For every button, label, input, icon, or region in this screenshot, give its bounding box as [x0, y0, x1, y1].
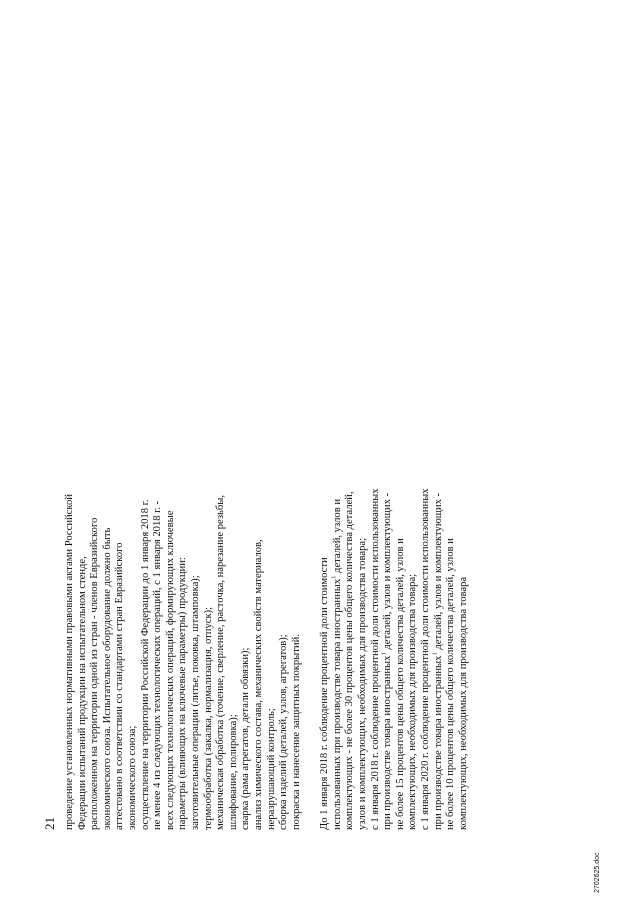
text-line — [357, 150, 370, 830]
text-line: заготовительные операции (литье, поковка, штамповка); — [189, 575, 201, 830]
text-line: экономического союза. Испытательное оборудование должно быть — [101, 527, 113, 830]
text-line: анализ химического состава, механических свойств материалов, — [252, 539, 264, 830]
text-line — [445, 150, 458, 830]
file-name-footer: 2702625.doc — [594, 852, 601, 893]
text-line: сварка (рама агрегатов, детали обвязки); — [240, 647, 252, 830]
text-line: аттестовано в соответствии со стандартами стран Евразийского — [114, 542, 126, 830]
line-text: использованных при производстве товара иностранных — [331, 578, 343, 830]
text-line: термообработка (закалка, нормализация, отпуск); — [202, 606, 214, 830]
text-line — [382, 150, 395, 830]
text-line — [433, 150, 446, 830]
rotated-text-block — [42, 150, 522, 830]
text-line — [319, 150, 332, 830]
line-text: при производстве товара иностранных — [432, 655, 444, 830]
text-line: шлифование, полировка); — [227, 714, 239, 830]
text-line — [407, 150, 420, 830]
line-text: с 1 января 2018 г. соблюдение процентной доли стоимости использованных — [369, 488, 381, 830]
text-line: всех следующих технологических операций, формирующих ключевые — [164, 510, 176, 830]
text-line: неразрушающий контроль; — [265, 708, 277, 830]
line-text: комплектующих - не более 30 процентов цены общего количества деталей, — [344, 491, 356, 830]
paragraph-gap — [303, 150, 319, 830]
footnote-marker: 1 — [330, 575, 338, 579]
line-text: не более 15 процентов цены общего количества деталей, узлов и — [394, 538, 406, 830]
text-line: экономического союза; — [126, 725, 138, 830]
line-text: с 1 января 2020 г. соблюдение процентной доли стоимости использованных — [420, 488, 432, 830]
text-line — [420, 150, 433, 830]
line-text: деталей, узлов и — [331, 498, 343, 576]
line-text: комплектующих, необходимых для производства товара; — [407, 573, 419, 830]
line-text: До 1 января 2018 г. соблюдение процентной доли стоимости — [319, 557, 331, 830]
text-line: сборка изделий (деталей, узлов, агрегатов); — [278, 634, 290, 830]
footnote-marker: 1 — [380, 652, 388, 656]
foreign-parts-share-section — [319, 150, 470, 830]
text-line: проведение установленных нормативными правовыми актами Российской — [64, 494, 75, 830]
text-line: параметры (влияющих на ключевые параметры) продукции: — [177, 557, 189, 830]
text-line: осуществление на территории Российской Федерации до 1 января 2018 г. — [139, 499, 151, 830]
line-text: деталей, узлов и комплектующих - — [432, 492, 444, 653]
line-text: деталей, узлов и комплектующих - — [382, 492, 394, 653]
text-line — [395, 150, 408, 830]
text-line: расположенном на территории одной из стран - членов Евразийского — [89, 517, 101, 830]
text-line — [370, 150, 383, 830]
line-text: узлов и комплектующих, необходимых для производства товара; — [357, 537, 369, 830]
requirements-list — [64, 150, 303, 830]
line-text: не более 10 процентов цены общего количества деталей, узлов и — [445, 538, 457, 830]
line-text: комплектующих, необходимых для производства товара — [457, 576, 469, 830]
footnote-marker: 1 — [431, 652, 439, 656]
text-line: не менее 4 из следующих технологических операций, с 1 января 2018 г. - — [152, 500, 164, 830]
text-line: механическая обработка (точение, сверление, расточка, нарезание резьбы, — [215, 494, 227, 830]
text-line: Федерации испытаний продукции на испытательном стенде, — [76, 556, 88, 830]
page-number: 21 — [42, 817, 57, 830]
text-line — [344, 150, 357, 830]
text-line — [458, 150, 471, 830]
text-line: покраска и нанесение защитных покрытий. — [290, 634, 302, 830]
line-text: при производстве товара иностранных — [382, 655, 394, 830]
text-line — [332, 150, 345, 830]
